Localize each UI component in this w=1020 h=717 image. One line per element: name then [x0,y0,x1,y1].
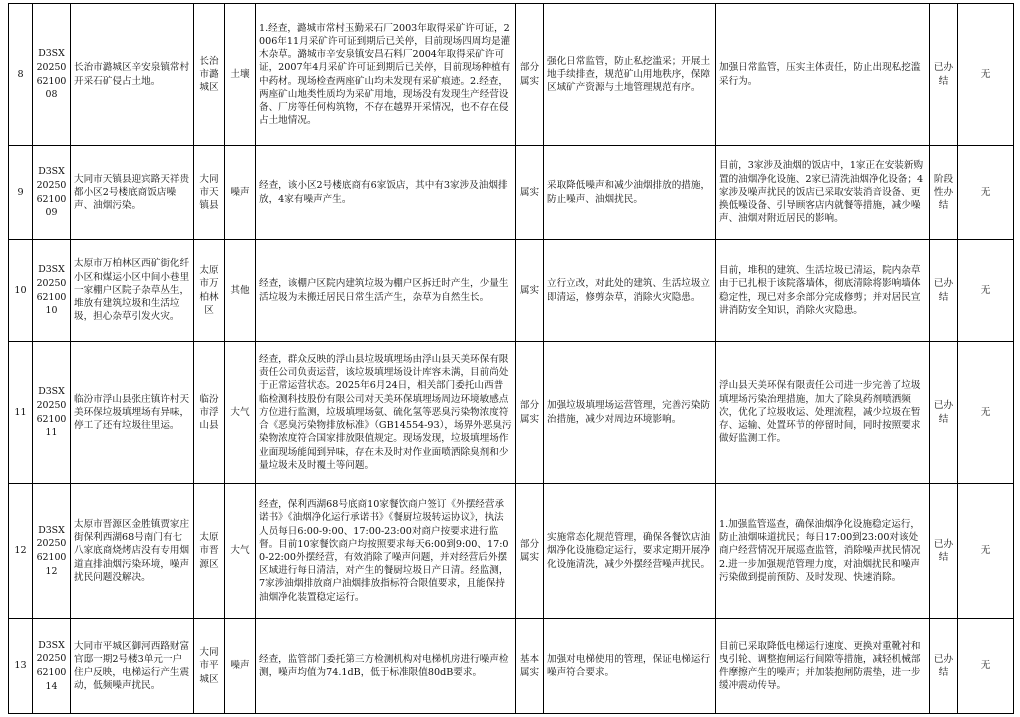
row-number-cell: 10 [9,240,33,342]
handling-result-cell: 目前，堆积的建筑、生活垃圾已清运，院内杂草由于已扎根于该院落墙体，彻底清除将影响墙体稳定性，现已对多余部分完成修剪；并对居民宣讲消防安全知识，消除火灾隐患。 [716,240,930,342]
verdict-cell: 属实 [516,240,544,342]
handling-result-cell: 浮山县天美环保有限责任公司进一步完善了垃圾填埋场污染治理措施，加大了除臭药剂喷洒频次，优化了垃圾收运、处理流程，减少垃圾在暂存、运输、处置环节的停留时间，同时按照要求做好监测工作。 [716,342,930,484]
row-number-cell: 12 [9,484,33,619]
accountability-cell: 无 [958,619,1014,714]
table-row [9,4,1014,146]
accountability-cell: 无 [958,240,1014,342]
accountability-cell: 无 [958,4,1014,146]
handling-result-cell: 1.加强监管巡查，确保油烟净化设施稳定运行，防止油烟味道扰民；每日17:00到23:00对该处商户经营情况开展巡查监管，消除噪声扰民情况 2.进一步加强规范管理力度，对油烟扰民和噪声污染做到提前预防、及时发现、快速消除。 [716,484,930,619]
completion-status-cell: 已办结 [930,619,958,714]
case-code-cell: D3SX202506210012 [33,484,71,619]
accountability-cell: 无 [958,342,1014,484]
complaint-content-cell: 大同市天镇县迎宾路天祥贵都小区2号楼底商饭店噪声、油烟污染。 [71,146,194,240]
accountability-cell: 无 [958,146,1014,240]
accountability-cell: 无 [958,484,1014,619]
investigation-finding-cell: 1.经查，潞城市常村玉勤采石厂2003年取得采矿许可证，2006年11月采矿许可证到期后已关停，目前现场四周均是灌木杂草。潞城市辛安泉镇安昌石料厂2004年取得采矿许可证，2007年4月采矿许可证到期后已关停，目前现场种植有中药材。现场检查两座矿山均未发现有采矿痕迹。2.经查，两座矿山地类性质均为采矿用地，现场没有发现生产经营设备、厂房等任何构筑物，不存在越界开采情况，也不存在侵占土地情况。 [256,4,516,146]
completion-status-cell: 已办结 [930,342,958,484]
verdict-cell: 基本属实 [516,619,544,714]
rectification-measures-cell: 加强垃圾填埋场运营管理，完善污染防治措施，减少对周边环境影响。 [544,342,716,484]
verdict-cell: 部分属实 [516,484,544,619]
investigation-finding-cell: 经查，群众反映的浮山县垃圾填埋场由浮山县天美环保有限责任公司负责运营，该垃圾填埋场设计库容未满，目前尚处于正常运营状态。2025年6月24日，相关部门委托山西普临检测科技股份有限公司对天美环保填埋场周边环境敏感点方位进行监测，垃圾填埋场氨、硫化氢等恶臭污染物浓度符合《恶臭污染物排放标准》（GB14554-93），场界外恶臭污染物浓度符合国家排放限值规定。现场发现，垃圾填埋场作业面现场能闻到异味，存在未及时对作业面喷洒除臭剂和少量垃圾未及时覆土等问题。 [256,342,516,484]
verdict-cell: 部分属实 [516,4,544,146]
case-code-cell: D3SX202506210009 [33,146,71,240]
administrative-area-cell: 大同市平城区 [194,619,225,714]
pollution-type-cell: 噪声 [225,146,256,240]
verdict-cell: 属实 [516,146,544,240]
administrative-area-cell: 临汾市浮山县 [194,342,225,484]
handling-result-cell: 目前已采取降低电梯运行速度、更换对重靴衬和曳引轮、调整抱闸运行间隙等措施，减轻机械部件摩擦产生的噪声；并加装抱闸防震垫，进一步缓冲震动传导。 [716,619,930,714]
table-row [9,146,1014,240]
complaint-content-cell: 长治市潞城区辛安泉镇常村开采石矿侵占土地。 [71,4,194,146]
administrative-area-cell: 太原市晋源区 [194,484,225,619]
row-number-cell: 13 [9,619,33,714]
completion-status-cell: 已办结 [930,240,958,342]
complaint-content-cell: 临汾市浮山县张庄镇许村天美环保垃圾填埋场有异味，停工了还有垃圾往里运。 [71,342,194,484]
case-code-cell: D3SX202506210014 [33,619,71,714]
administrative-area-cell: 大同市天镇县 [194,146,225,240]
verdict-cell: 部分属实 [516,342,544,484]
table-row [9,240,1014,342]
pollution-type-cell: 大气 [225,484,256,619]
investigation-finding-cell: 经查，该棚户区院内建筑垃圾为棚户区拆迁时产生，少量生活垃圾为未搬迁居民日常生活产生，杂草为自然生长。 [256,240,516,342]
completion-status-cell: 阶段性办结 [930,146,958,240]
rectification-measures-cell: 采取降低噪声和减少油烟排放的措施，防止噪声、油烟扰民。 [544,146,716,240]
pollution-type-cell: 大气 [225,342,256,484]
row-number-cell: 9 [9,146,33,240]
case-code-cell: D3SX202506210008 [33,4,71,146]
complaint-content-cell: 太原市万柏林区西矿街化纤小区和煤运小区中间小巷里一家棚户区院子杂草丛生，堆放有建筑垃圾和生活垃圾，担心杂草引发火灾。 [71,240,194,342]
pollution-type-cell: 其他 [225,240,256,342]
case-code-cell: D3SX202506210011 [33,342,71,484]
table-row [9,484,1014,619]
complaint-content-cell: 大同市平城区御河西路财富官邸一期2号楼3单元一户住户反映，电梯运行产生震动，低频噪声扰民。 [71,619,194,714]
investigation-finding-cell: 经查，保利西湖68号底商10家餐饮商户签订《外摆经营承诺书》《油烟净化运行承诺书》《餐厨垃圾转运协议》，执法人员每日6:00-9:00、17:00-23:00对商户按要求进行监督。目前10家餐饮商户均按照要求每天6:00到9:00、17:00-22:00外摆经营，有效消除了噪声问题，并对经营后外摆区域进行每日清洁，对产生的餐厨垃圾日产日清。经监测，7家涉油烟排放商户油烟排放指标符合限值要求，且能保持油烟净化装置稳定运行。 [256,484,516,619]
table-body [9,4,1014,714]
row-number-cell: 8 [9,4,33,146]
handling-result-cell: 加强日常监管，压实主体责任，防止出现私挖滥采行为。 [716,4,930,146]
investigation-finding-cell: 经查，该小区2号楼底商有6家饭店，其中有3家涉及油烟排放，4家有噪声产生。 [256,146,516,240]
table-row [9,342,1014,484]
rectification-measures-cell: 实施常态化规范管理，确保各餐饮店油烟净化设施稳定运行，要求定期开展净化设施清洗，减少外摆经营噪声扰民。 [544,484,716,619]
case-table [8,3,1014,714]
investigation-finding-cell: 经查，监管部门委托第三方检测机构对电梯机房进行噪声检测，噪声均值为74.1dB，低于标准限值80dB要求。 [256,619,516,714]
completion-status-cell: 已办结 [930,484,958,619]
handling-result-cell: 目前，3家涉及油烟的饭店中，1家正在安装新购置的油烟净化设施、2家已清洗油烟净化设备；4家涉及噪声扰民的饭店已采取安装消音设备、更换低噪设备、引导顾客店内就餐等措施，减少噪声、油烟对附近居民的影响。 [716,146,930,240]
pollution-type-cell: 噪声 [225,619,256,714]
completion-status-cell: 已办结 [930,4,958,146]
case-code-cell: D3SX202506210010 [33,240,71,342]
administrative-area-cell: 长治市潞城区 [194,4,225,146]
pollution-type-cell: 土壤 [225,4,256,146]
complaint-content-cell: 太原市晋源区金胜镇贾家庄街保利西湖68号南门有七八家底商烧烤店没有专用烟道直排油烟污染环境，噪声扰民问题没解决。 [71,484,194,619]
rectification-measures-cell: 立行立改，对此处的建筑、生活垃圾立即清运，修剪杂草，消除火灾隐患。 [544,240,716,342]
table-row [9,619,1014,714]
rectification-measures-cell: 强化日常监管，防止私挖滥采；开展土地手续排查，规范矿山用地秩序，保障区域矿产资源与土地管理规范有序。 [544,4,716,146]
rectification-measures-cell: 加强对电梯使用的管理，保证电梯运行噪声符合要求。 [544,619,716,714]
row-number-cell: 11 [9,342,33,484]
administrative-area-cell: 太原市万柏林区 [194,240,225,342]
